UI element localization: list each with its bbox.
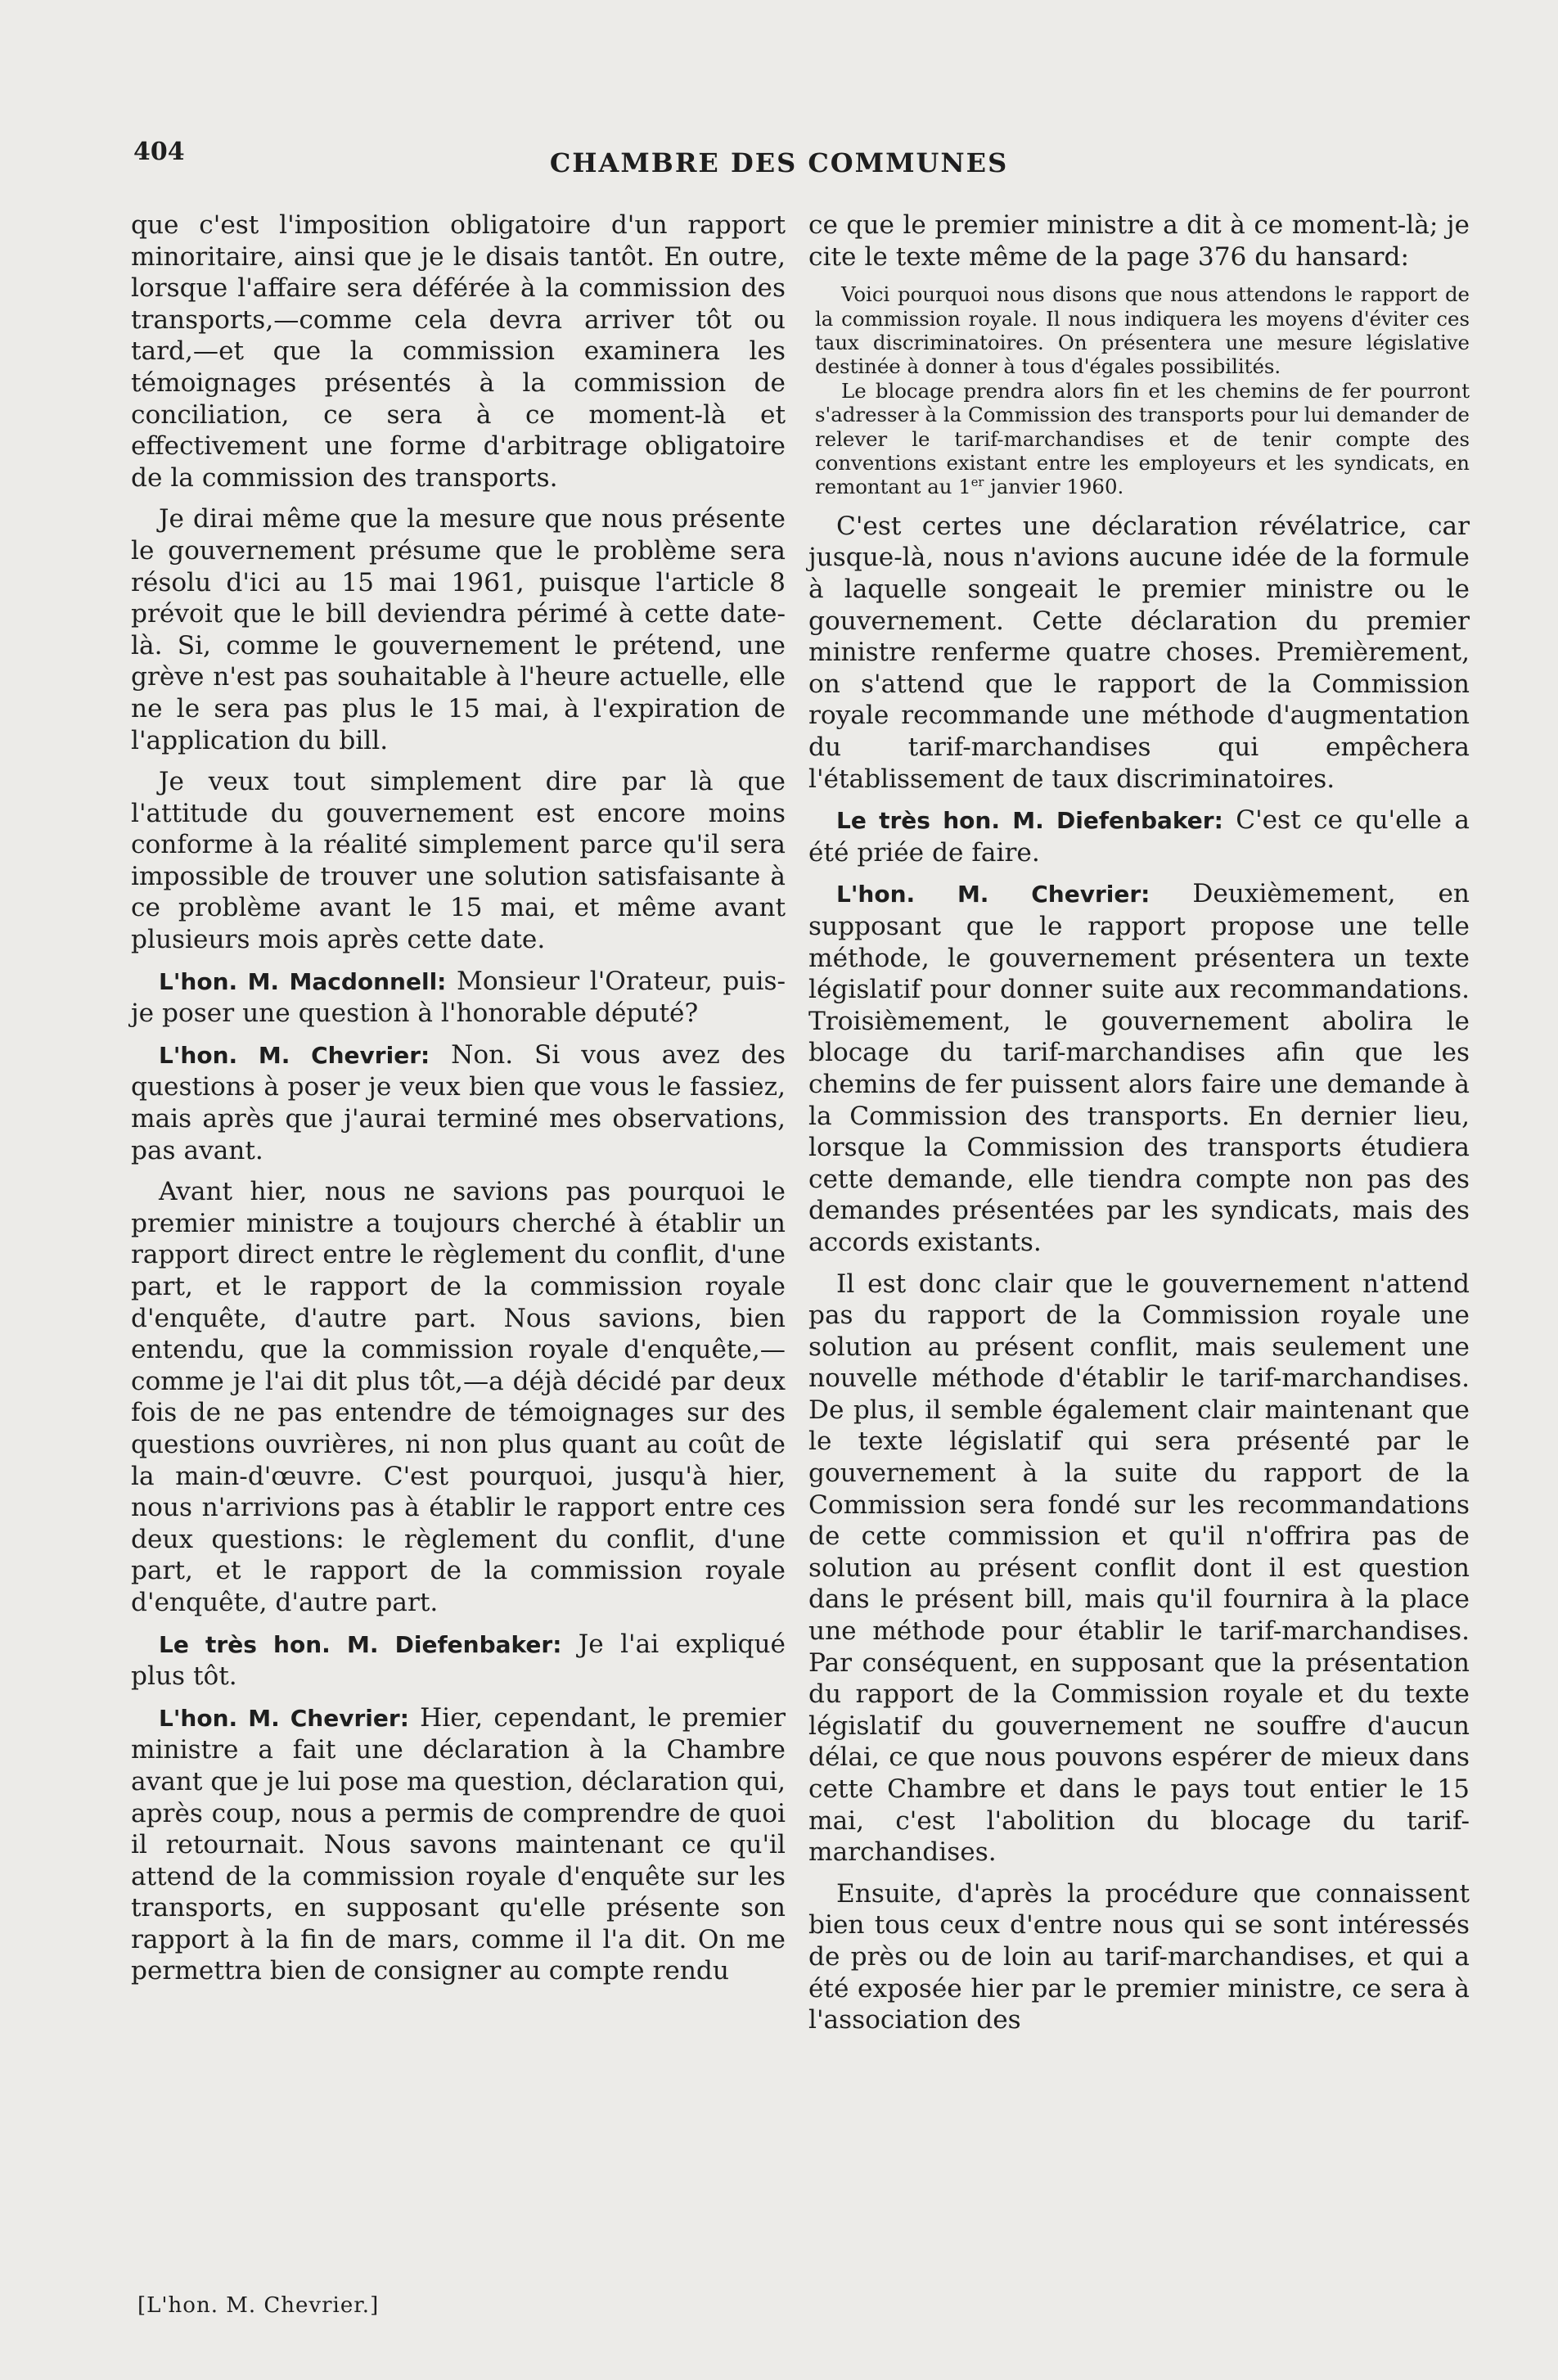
page-number: 404 bbox=[133, 137, 185, 166]
speech-paragraph bbox=[131, 966, 786, 1030]
quote-text: janvier 1960. bbox=[984, 475, 1124, 499]
speaker-name: L'hon. M. Macdonnell: bbox=[159, 967, 447, 995]
left-column bbox=[131, 210, 786, 1997]
speaker-name: L'hon. M. Chevrier: bbox=[836, 881, 1150, 908]
paragraph: que c'est l'imposition obligatoire d'un rapport minoritaire, ainsi que je le disais tantôt. En outre, lorsque l'affaire sera déférée à la commission des transports,—comme cela devra arriver tôt ou tard,—et que la commission examinera les témoignages présentés à la commission de conciliation, ce sera à ce moment-là et effectivement une forme d'arbitrage obligatoire de la commission des transports. bbox=[131, 210, 786, 493]
speech-text: Je l'ai expliqué plus tôt. bbox=[131, 1629, 786, 1692]
speech-text: Monsieur l'Orateur, puis-je poser une question à l'honorable député? bbox=[131, 966, 786, 1029]
speech-text: Hier, cependant, le premier ministre a fait une déclaration à la Chambre avant que je lui pose ma question, déclaration qui, après coup, nous a permis de comprendre de quoi il retournait. Nous savons maintenant ce qu'il attend de la commission royale d'enquête sur les transports, en supposant qu'elle présente son rapport à la fin de mars, comme il l'a dit. On me permettra bien de consigner au compte rendu bbox=[131, 1702, 786, 1986]
speech-text: C'est ce qu'elle a été priée de faire. bbox=[808, 805, 1470, 868]
ordinal-superscript: er bbox=[970, 476, 984, 490]
speech-paragraph bbox=[131, 1039, 786, 1166]
paragraph: Avant hier, nous ne savions pas pourquoi le premier ministre a toujours cherché à établir un rapport direct entre le règlement du conflit, d'une part, et le rapport de la commission royale d'enquête, d'autre part. Nous savions, bien entendu, que la commission royale d'enquête,—comme je l'ai dit plus tôt,—a déjà décidé par deux fois de ne pas entendre de témoignages sur des questions ouvrières, ni non plus quant au coût de la main-d'œuvre. C'est pourquoi, jusqu'à hier, nous n'arrivions pas à établir le rapport entre ces deux questions: le règlement du conflit, d'une part, et le rapport de la commission royale d'enquête, d'autre part. bbox=[131, 1177, 786, 1617]
paragraph: Ensuite, d'après la procédure que connaissent bien tous ceux d'entre nous qui se sont intéressés de près ou de loin au tarif-marchandises, et qui a été exposée hier par le premier ministre, ce sera à l'association des bbox=[808, 1878, 1470, 2035]
running-head: CHAMBRE DES COMMUNES bbox=[549, 147, 1009, 178]
block-quote bbox=[808, 282, 1470, 499]
paragraph: Il est donc clair que le gouvernement n'attend pas du rapport de la Commission royale une solution au présent conflit, mais seulement une nouvelle méthode d'établir le tarif-marchandises. De plus, il semble également clair maintenant que le texte législatif qui sera présenté par le gouvernement à la suite du rapport de la Commission sera fondé sur les recommandations de cette commission et qu'il n'offrira pas de solution au présent conflit dont il est question dans le présent bill, mais qu'il fournira à la place une méthode pour établir le tarif-marchandises. Par conséquent, en supposant que la présentation du rapport de la Commission royale et du texte législatif du gouvernement ne souffre d'aucun délai, ce que nous pouvons espérer de mieux dans cette Chambre et dans le pays tout entier le 15 mai, c'est l'abolition du blocage du tarif-marchandises. bbox=[808, 1269, 1470, 1868]
quote-paragraph: Voici pourquoi nous disons que nous attendons le rapport de la commission royale. Il nous indiquera les moyens d'éviter ces taux discriminatoires. On présentera une mesure législative destinée à donner à tous d'égales possibilités. bbox=[815, 282, 1470, 379]
speech-text: Non. Si vous avez des questions à poser je veux bien que vous le fassiez, mais après que j'aurai terminé mes observations, pas avant. bbox=[131, 1039, 786, 1165]
paragraph: C'est certes une déclaration révélatrice, car jusque-là, nous n'avions aucune idée de la formule à laquelle songeait le premier ministre ou le gouvernement. Cette déclaration du premier ministre renferme quatre choses. Premièrement, on s'attend que le rapport de la Commission royale recommande une méthode d'augmentation du tarif-marchandises qui empêchera l'établissement de taux discriminatoires. bbox=[808, 511, 1470, 794]
speech-paragraph bbox=[808, 805, 1470, 868]
quote-text: Le blocage prendra alors fin et les chemins de fer pourront s'adresser à la Commission des transports pour lui demander de relever le tarif-marchandises et de tenir compte des conventions existant entre les employeurs et les syndicats, en remontant au 1 bbox=[815, 378, 1470, 499]
speaker-name: Le très hon. M. Diefenbaker: bbox=[159, 1630, 562, 1658]
quote-paragraph bbox=[815, 379, 1470, 499]
speech-paragraph bbox=[131, 1629, 786, 1693]
paragraph: Je veux tout simplement dire par là que l'attitude du gouvernement est encore moins conforme à la réalité simplement parce qu'il sera impossible de trouver une solution satisfaisante à ce problème avant le 15 mai, et même avant plusieurs mois après cette date. bbox=[131, 767, 786, 955]
speech-text: Deuxièmement, en supposant que le rapport propose une telle méthode, le gouvernement présentera un texte législatif pour donner suite aux recommandations. Troisièmement, le gouvernement abolira le blocage du tarif-marchandises afin que les chemins de fer puissent alors faire une demande à la Commission des transports. En dernier lieu, lorsque la Commission des transports étudiera cette demande, elle tiendra compte non pas des demandes présentées par les syndicats, mais des accords existants. bbox=[808, 879, 1470, 1257]
speaker-name: L'hon. M. Chevrier: bbox=[159, 1041, 430, 1069]
paragraph: Je dirai même que la mesure que nous présente le gouvernement présume que le problème sera résolu d'ici au 15 mai 1961, puisque l'article 8 prévoit que le bill deviendra périmé à cette date-là. Si, comme le gouvernement le prétend, une grève n'est pas souhaitable à l'heure actuelle, elle ne le sera pas plus le 15 mai, à l'expiration de l'application du bill. bbox=[131, 504, 786, 755]
paragraph: ce que le premier ministre a dit à ce moment-là; je cite le texte même de la page 376 du hansard: bbox=[808, 210, 1470, 272]
speaker-attribution: [L'hon. M. Chevrier.] bbox=[137, 2293, 380, 2318]
speaker-name: L'hon. M. Chevrier: bbox=[159, 1704, 409, 1732]
speaker-name: Le très hon. M. Diefenbaker: bbox=[836, 807, 1223, 835]
speech-paragraph bbox=[808, 878, 1470, 1258]
right-column bbox=[808, 210, 1470, 2046]
speech-paragraph bbox=[131, 1702, 786, 1987]
